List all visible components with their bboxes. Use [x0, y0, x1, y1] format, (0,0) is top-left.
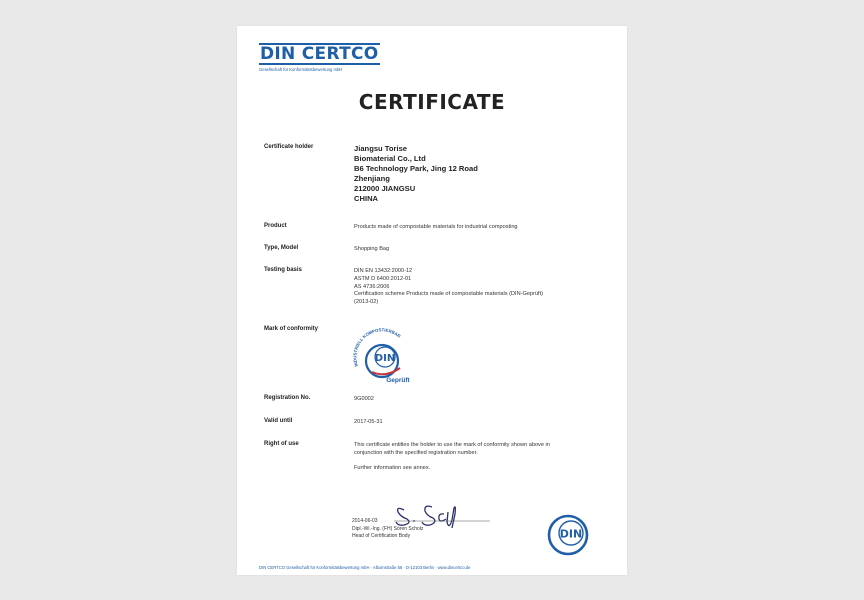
certificate-page — [237, 26, 627, 575]
signatory-name: Dipl.-Wi.-Ing. (FH) Sören Scholz — [352, 526, 424, 532]
holder-line: B6 Technology Park, Jing 12 Road — [354, 164, 478, 173]
document-title: CERTIFICATE — [358, 90, 506, 114]
holder-line: CHINA — [354, 194, 379, 203]
holder-line: 212000 JIANGSU — [354, 184, 416, 193]
certificate-holder-value — [354, 144, 478, 204]
din-seal — [546, 513, 590, 557]
testing-basis-label: Testing basis — [264, 267, 302, 273]
right-of-use-value — [354, 442, 609, 472]
valid-until-value: 2017-05-31 — [354, 419, 383, 425]
mark-din-text: DIN — [374, 353, 396, 364]
din-certco-logo — [259, 43, 380, 72]
testing-basis-line: (2013-02) — [354, 299, 379, 306]
seal-din-text: DIN — [559, 527, 583, 541]
valid-until-label: Valid until — [264, 418, 293, 424]
registration-label: Registration No. — [264, 395, 311, 401]
mark-geprueft-text: Geprüft — [386, 377, 410, 384]
right-of-use-line: This certificate entitles the holder to use the mark of conformity shown above in — [354, 442, 550, 448]
right-of-use-label: Right of use — [264, 441, 299, 447]
right-of-use-line: conjunction with the specified registration number. — [354, 449, 478, 456]
holder-line: Jiangsu Torise — [354, 144, 408, 153]
type-model-label: Type, Model — [264, 245, 299, 251]
testing-basis-line: ASTM D 6400:2012-01 — [354, 275, 412, 282]
testing-basis-line: AS 4736:2006 — [354, 283, 390, 290]
registration-value: 9G0002 — [354, 396, 374, 402]
certificate-holder-label: Certificate holder — [264, 144, 314, 150]
holder-line: Biomaterial Co., Ltd — [354, 154, 426, 163]
mark-ring-text: INDUSTRIELL KOMPOSTIERBAR — [352, 327, 402, 368]
holder-line: Zhenjiang — [354, 174, 390, 183]
testing-basis-line: Certification scheme Products made of compostable materials (DIN-Geprüft) — [354, 291, 544, 298]
logo-brand: DIN CERTCO — [260, 44, 379, 64]
testing-basis-line: DIN EN 13432:2000-12 — [354, 268, 413, 274]
signature-date: 2014-06-03 — [352, 518, 378, 524]
din-geprueft-compostable-mark — [348, 326, 418, 386]
mark-of-conformity-label: Mark of conformity — [264, 326, 319, 332]
signatory-role: Head of Certification Body — [352, 533, 411, 539]
further-info-text: Further information see annex. — [354, 464, 431, 471]
footer-address: DIN CERTCO Gesellschaft für Konformitätsbewertung mbH · Alboinstraße 56 · D-12103 Berlin · www.dincertco.de — [259, 565, 471, 570]
logo-subtitle: Gesellschaft für Konformitätsbewertung mbH — [259, 67, 343, 72]
product-label: Product — [264, 223, 287, 229]
testing-basis-value — [354, 268, 609, 307]
type-model-value: Shopping Bag — [354, 246, 390, 252]
product-value: Products made of compostable materials for industrial composting — [354, 224, 518, 230]
